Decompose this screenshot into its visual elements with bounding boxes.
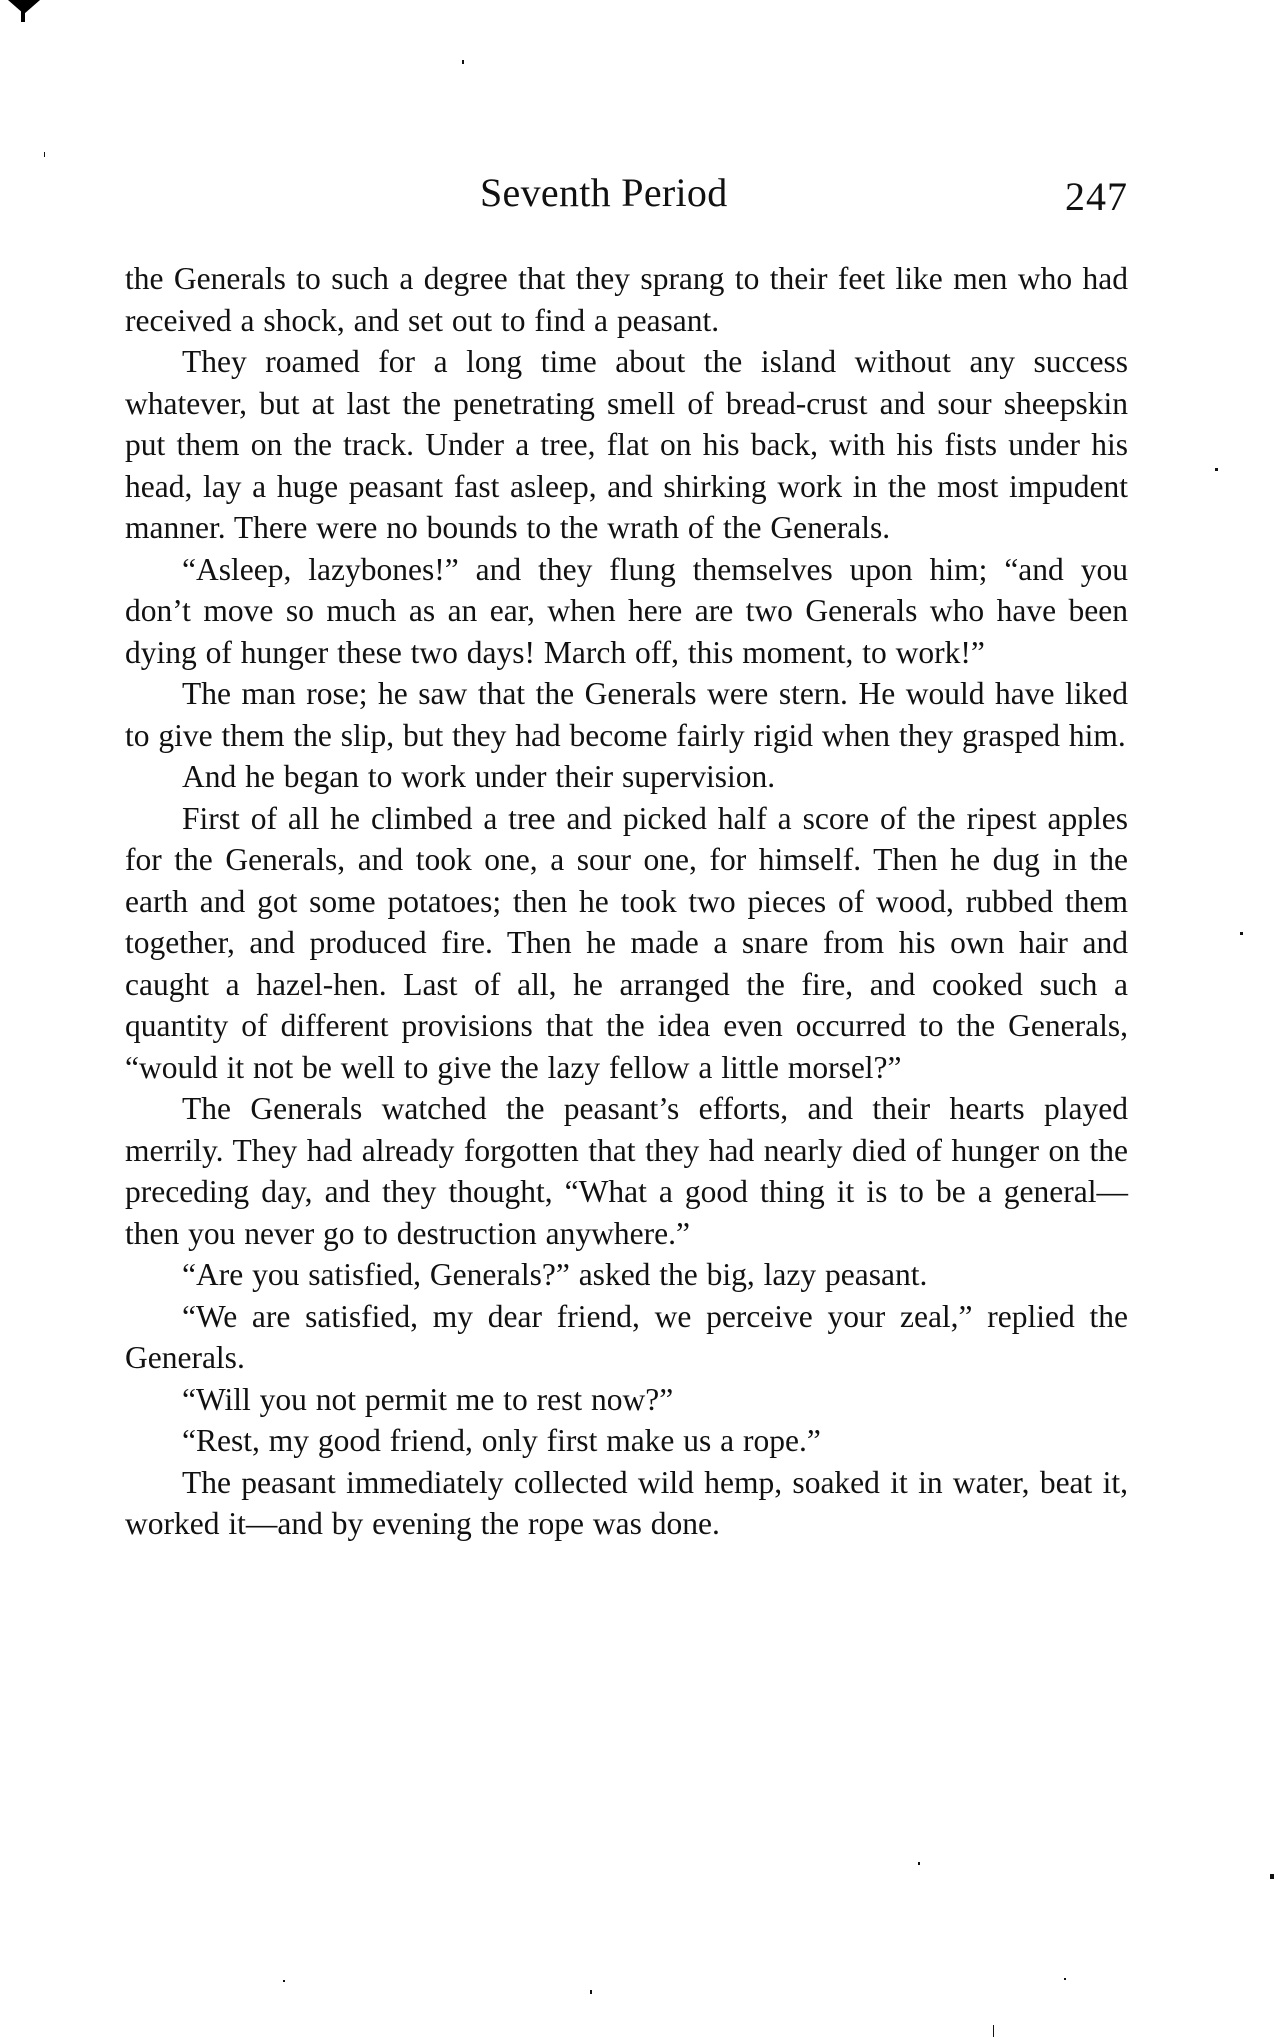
scan-speck bbox=[1240, 932, 1243, 935]
paragraph: the Generals to such a degree that they sprang to their feet like men who had received a shock, and set out to find a peasant. bbox=[125, 261, 1128, 338]
paragraph: “Rest, my good friend, only first make us a rope.” bbox=[182, 1423, 821, 1458]
paragraph: The man rose; he saw that the Generals were stern. He would have liked to give them the slip, but they had become fairly rigid when they grasped him. bbox=[125, 676, 1128, 753]
paragraph: “Are you satisfied, Generals?” asked the big, lazy peasant. bbox=[182, 1257, 928, 1292]
paragraph: First of all he climbed a tree and picked half a score of the ripest apples for the Generals, and took one, a sour one, for himself. Then he dug in the earth and got some potatoes; then he took two pieces of wood, rubbed them together, and produced fire. Then he made a snare from his own hair and caught a hazel-hen. Last of all, he arranged the fire, and cooked such a quantity of different provisions that the idea even occurred to the Generals, “would it not be well to give the lazy fellow a little morsel?” bbox=[125, 800, 1128, 1085]
paragraph: “We are satisfied, my dear friend, we perceive your zeal,” replied the Generals. bbox=[125, 1298, 1128, 1375]
body-text bbox=[125, 258, 1128, 1545]
scan-speck bbox=[918, 1862, 920, 1865]
scan-speck bbox=[283, 1980, 285, 1982]
scan-speck bbox=[993, 2025, 994, 2037]
scan-speck bbox=[462, 60, 464, 64]
paragraph: And he began to work under their supervision. bbox=[182, 759, 776, 794]
paragraph: The peasant immediately collected wild hemp, soaked it in water, beat it, worked it—and by evening the rope was done. bbox=[125, 1464, 1128, 1541]
paragraph: The Generals watched the peasant’s efforts, and their hearts played merrily. They had already forgotten that they had nearly died of hunger on the preceding day, and they thought, “What a good thing it is to be a general—then you never go to destruction anywhere.” bbox=[125, 1091, 1128, 1251]
scan-corner-stem bbox=[21, 8, 25, 22]
scan-speck bbox=[590, 1990, 592, 1994]
scan-speck bbox=[44, 152, 45, 157]
paragraph: “Will you not permit me to rest now?” bbox=[182, 1381, 674, 1417]
running-head bbox=[125, 168, 1128, 218]
scan-speck bbox=[1270, 1874, 1274, 1879]
scan-speck bbox=[1064, 1978, 1066, 1980]
scan-speck bbox=[1215, 468, 1218, 471]
page-number: 247 bbox=[1065, 174, 1128, 219]
paragraph: “Asleep, lazybones!” and they flung themselves upon him; “and you don’t move so much as an ear, when here are two Generals who have been dying of hunger these two days! March off, this moment, to work!” bbox=[125, 551, 1128, 670]
running-title: Seventh Period bbox=[480, 170, 728, 215]
paragraph: They roamed for a long time about the island without any success whatever, but at last the penetrating smell of bread-crust and sour sheepskin put them on the track. Under a tree, flat on his back, with his fists under his head, lay a huge peasant fast asleep, and shirking work in the most impudent manner. There were no bounds to the wrath of the Generals. bbox=[125, 344, 1128, 545]
